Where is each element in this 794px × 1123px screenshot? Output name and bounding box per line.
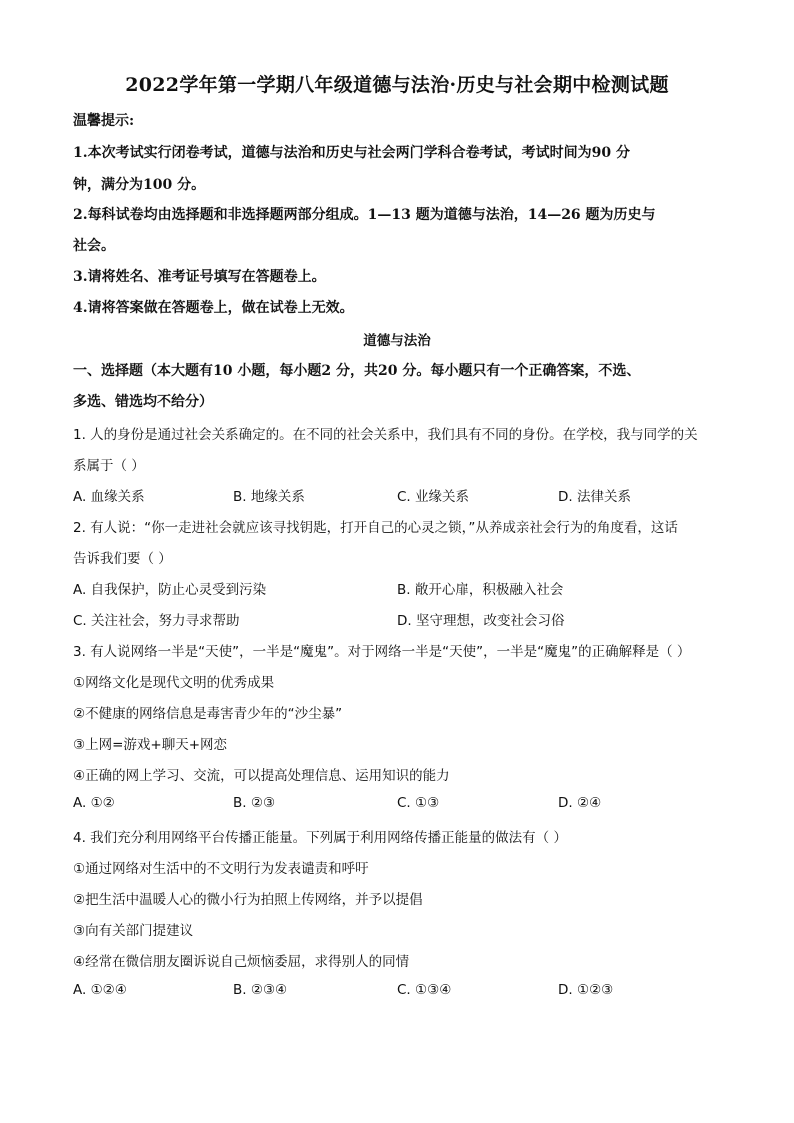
part1-instruction-b: 多选、错选均不给分）	[73, 394, 213, 410]
q3-options	[73, 795, 723, 815]
q4-option-c: C. ①③④	[397, 982, 452, 998]
q4-statement-1: ①通过网络对生活中的不文明行为发表谴责和呼吁	[73, 861, 369, 877]
notice-line-2a: 2.每科试卷均由选择题和非选择题两部分组成。1—13 题为道德与法治，14—26 题为历史与	[73, 207, 656, 223]
q4-option-d: D. ①②③	[558, 982, 614, 998]
section-title: 道德与法治	[363, 333, 431, 349]
q1-option-b: B. 地缘关系	[233, 489, 305, 505]
q2-option-c: C. 关注社会，努力寻求帮助	[73, 613, 240, 629]
q2-option-a: A. 自我保护，防止心灵受到污染	[73, 582, 267, 598]
q4-statement-4: ④经常在微信朋友圈诉说自己烦恼委屈，求得别人的同情	[73, 954, 410, 970]
q1-option-d: D. 法律关系	[558, 489, 631, 505]
exam-title: 2022学年第一学期八年级道德与法治·历史与社会期中检测试题	[125, 74, 669, 96]
q2-option-b: B. 敞开心扉，积极融入社会	[397, 582, 564, 598]
q2-stem-a: 2. 有人说：“你一走进社会就应该寻找钥匙，打开自己的心灵之锁，”从养成亲社会行为的角度看，这话	[73, 520, 678, 536]
notice-line-1a: 1.本次考试实行闭卷考试，道德与法治和历史与社会两门学科合卷考试，考试时间为90 分	[73, 145, 630, 161]
q1-option-c: C. 业缘关系	[397, 489, 470, 505]
q3-statement-2: ②不健康的网络信息是毒害青少年的“沙尘暴”	[73, 706, 343, 722]
q1-stem-b: 系属于（ ）	[73, 458, 145, 474]
notice-line-1b: 钟，满分为100 分。	[73, 177, 206, 193]
q3-option-b: B. ②③	[233, 795, 276, 811]
q2-options-row2	[73, 609, 723, 629]
q3-statement-1: ①网络文化是现代文明的优秀成果	[73, 675, 275, 691]
q4-statement-3: ③向有关部门提建议	[73, 923, 194, 939]
q3-stem: 3. 有人说网络一半是“天使”，一半是“魔鬼”。对于网络一半是“天使”，一半是“魔鬼”的正确解释是（ ）	[73, 644, 691, 660]
q3-statement-4: ④正确的网上学习、交流，可以提高处理信息、运用知识的能力	[73, 768, 450, 784]
q1-option-a: A. 血缘关系	[73, 489, 145, 505]
q1-options	[73, 485, 723, 505]
q4-option-b: B. ②③④	[233, 982, 288, 998]
q3-option-c: C. ①③	[397, 795, 440, 811]
q1-stem-a: 1. 人的身份是通过社会关系确定的。在不同的社会关系中，我们具有不同的身份。在学校，我与同学的关	[73, 427, 698, 443]
q2-stem-b: 告诉我们要（ ）	[73, 551, 172, 567]
q2-option-d: D. 坚守理想，改变社会习俗	[397, 613, 565, 629]
q4-statement-2: ②把生活中温暖人心的微小行为拍照上传网络，并予以提倡	[73, 892, 423, 908]
q2-options-row1	[73, 578, 723, 598]
notice-line-2b: 社会。	[73, 238, 115, 254]
notice-heading: 温馨提示:	[73, 113, 135, 129]
q4-option-a: A. ①②④	[73, 982, 127, 998]
q3-option-a: A. ①②	[73, 795, 115, 811]
q3-option-d: D. ②④	[558, 795, 602, 811]
q3-statement-3: ③上网=游戏+聊天+网恋	[73, 737, 228, 753]
q4-stem: 4. 我们充分利用网络平台传播正能量。下列属于利用网络传播正能量的做法有（ ）	[73, 830, 567, 846]
part1-instruction-a: 一、选择题（本大题有10 小题，每小题2 分，共20 分。每小题只有一个正确答案，不选、	[73, 363, 641, 379]
q4-options	[73, 982, 723, 1002]
notice-line-3: 3.请将姓名、准考证号填写在答题卷上。	[73, 269, 326, 285]
notice-line-4: 4.请将答案做在答题卷上，做在试卷上无效。	[73, 300, 354, 316]
